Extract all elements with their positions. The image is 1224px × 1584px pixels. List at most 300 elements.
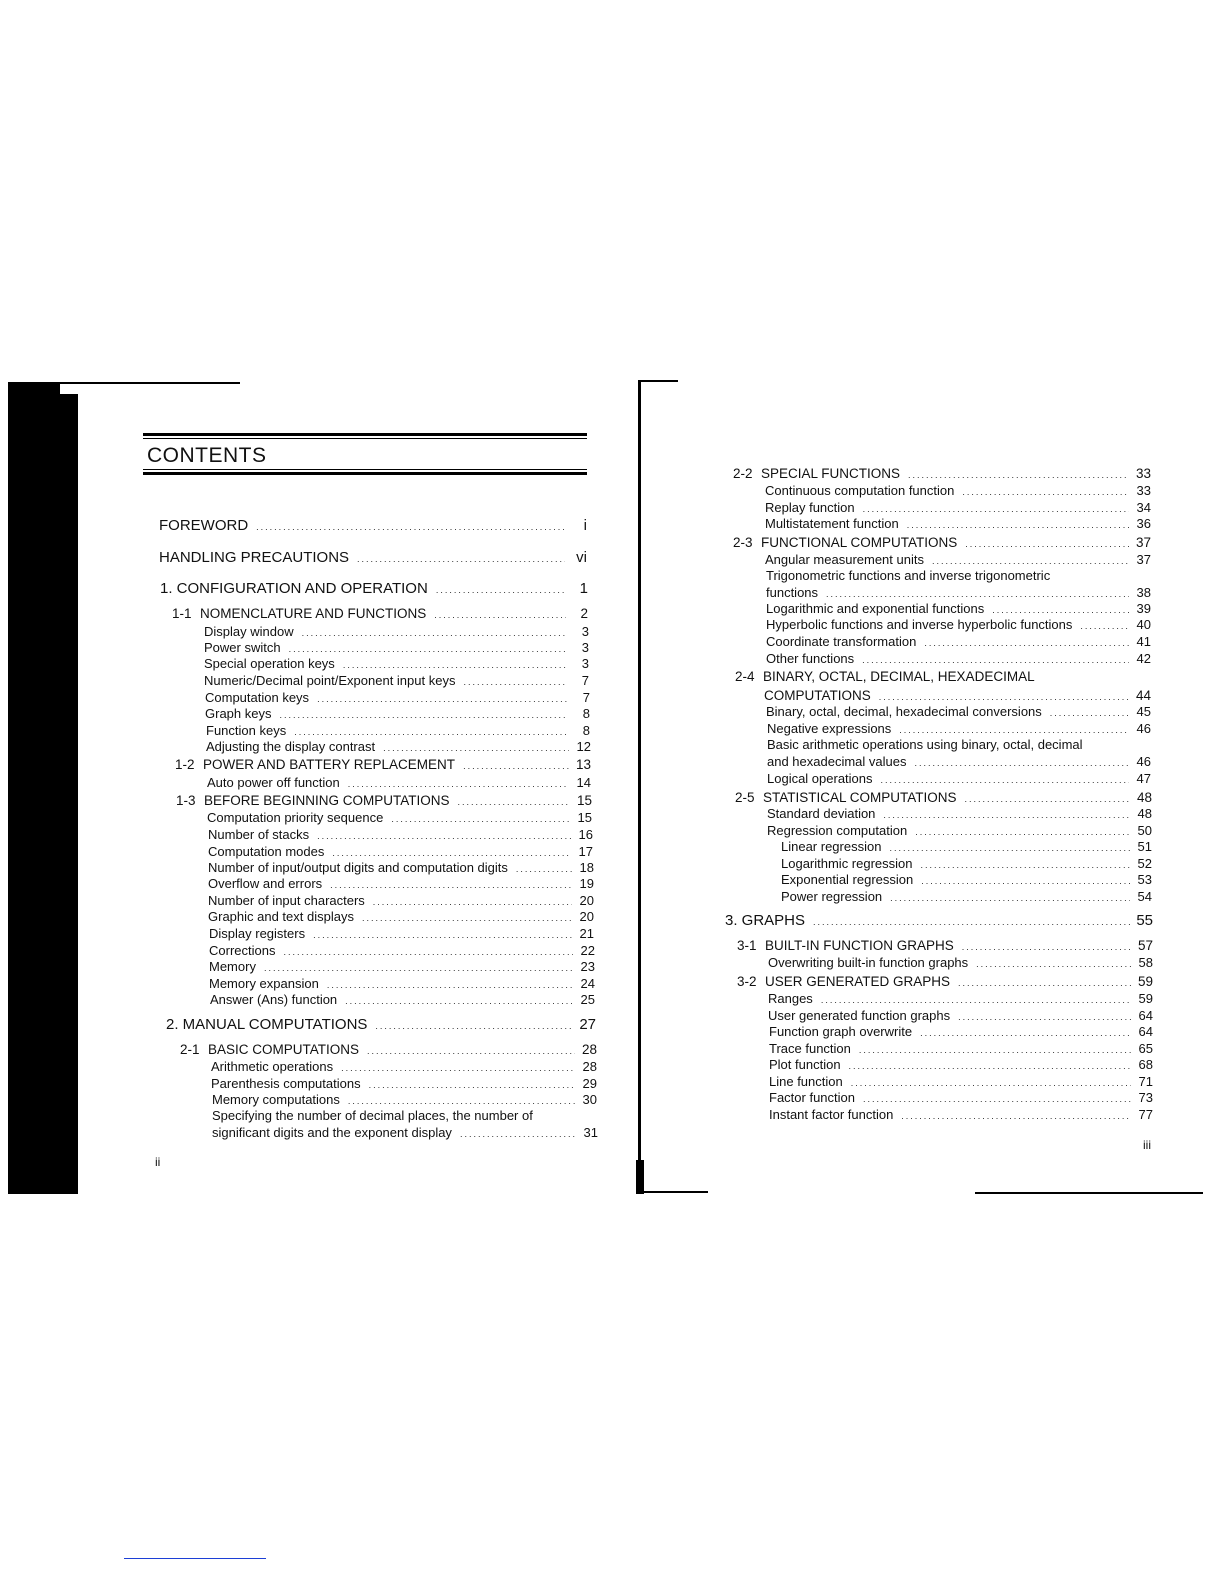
toc-entry-label: POWER AND BATTERY REPLACEMENT [203,757,456,772]
toc-entry-page: 7 [582,690,590,705]
title-rule-top-thin [143,438,587,439]
toc-entry-page: 15 [576,793,592,808]
toc-entry-label: Power switch [204,640,281,655]
toc-section-number: 1-3 [176,793,196,808]
toc-entry-page: 21 [579,926,594,941]
toc-entry-page: 8 [582,706,590,721]
toc-entry-label: Memory computations [212,1092,340,1107]
leader-dots [294,728,568,737]
leader-dots [962,943,1131,952]
toc-subentry[interactable] [209,944,595,957]
toc-entry-label: FOREWORD [159,517,249,534]
toc-entry-label: Number of stacks [208,827,310,842]
leader-dots [862,656,1129,665]
toc-entry-label: HANDLING PRECAUTIONS [159,549,350,566]
toc-subentry[interactable] [211,1060,597,1073]
toc-entry-label: Display registers [209,926,306,941]
toc-entry-page: 1 [579,580,588,597]
toc-entry-page: 51 [1137,839,1152,854]
toc-subentry[interactable] [768,992,1153,1005]
leader-dots [1080,622,1129,631]
toc-section-number: 1-2 [175,757,195,772]
toc-section[interactable] [733,467,1151,481]
toc-subentry[interactable] [205,707,590,720]
leader-dots [890,894,1130,903]
toc-subentry[interactable] [209,977,595,990]
toc-section[interactable] [735,791,1152,805]
toc-subentry[interactable] [767,755,1151,768]
toc-entry-page: 28 [582,1059,597,1074]
toc-entry-page: 7 [581,673,589,688]
page-title: CONTENTS [147,444,267,467]
toc-entry-label: Computation modes [208,844,325,859]
toc-subentry[interactable] [781,890,1152,903]
leader-dots [516,865,572,874]
toc-subentry[interactable] [208,910,594,923]
toc-entry-label: Power regression [781,889,883,904]
toc-entry-label: Replay function [765,500,855,515]
toc-entry-label: Angular measurement units [765,552,924,567]
toc-entry-page: 64 [1138,1024,1153,1039]
toc-entry-label: Number of input characters [208,893,365,908]
toc-section[interactable] [737,939,1153,953]
toc-section-number: 1-1 [172,606,192,621]
leader-dots [883,811,1130,820]
toc-entry-label: significant digits and the exponent display [212,1125,452,1140]
toc-entry-label: Computation priority sequence [207,810,384,825]
leader-dots [958,979,1131,988]
toc-entry-label: Regression computation [767,823,908,838]
toc-entry-page: 2 [580,606,588,621]
leader-dots [826,590,1129,599]
toc-subentry-line: Trigonometric functions and inverse trigonometric [766,568,1051,583]
toc-entry-page: 48 [1137,806,1152,821]
leader-dots [921,877,1130,886]
toc-entry-page: 3 [581,640,589,655]
leader-dots [332,849,571,858]
leader-dots [463,762,569,771]
toc-subentry[interactable] [769,1075,1153,1088]
toc-entry-page: 29 [582,1076,597,1091]
toc-entry-label: Continuous computation function [765,483,955,498]
toc-entry-page: 38 [1136,585,1151,600]
toc-subentry[interactable] [769,1058,1153,1071]
toc-subentry[interactable] [766,602,1151,615]
toc-entry-page: 15 [577,810,592,825]
toc-entry-label: Factor function [769,1090,855,1105]
leader-dots [813,918,1131,927]
toc-subentry[interactable] [768,1009,1153,1022]
toc-entry-page: 23 [580,959,595,974]
leader-dots [863,1095,1131,1104]
leader-dots [965,540,1129,549]
toc-entry-label: FUNCTIONAL COMPUTATIONS [761,535,958,550]
toc-entry-page: 39 [1136,601,1151,616]
toc-entry-page: 19 [579,876,594,891]
toc-entry-label: Standard deviation [767,806,876,821]
toc-subentry[interactable] [766,652,1151,665]
toc-entry-label: Negative expressions [767,721,892,736]
toc-entry-label: BASIC COMPUTATIONS [208,1042,360,1057]
toc-subentry[interactable] [765,501,1151,514]
toc-entry-page: 47 [1136,771,1151,786]
toc-section-number: 2-4 [735,669,755,684]
toc-entry-label: Logical operations [767,771,873,786]
toc-subentry[interactable] [765,553,1151,566]
toc-subentry[interactable] [208,861,594,874]
page-number-left: ii [155,1155,161,1169]
toc-subentry[interactable] [208,845,593,858]
toc-entry-page: 48 [1136,790,1152,805]
toc-entry-page: 25 [580,992,595,1007]
toc-entry-label: Graph keys [205,706,272,721]
toc-subentry[interactable] [781,873,1152,886]
leader-dots [914,759,1129,768]
toc-entry-page: 44 [1135,688,1151,703]
toc-entry-label: Auto power off function [207,775,340,790]
leader-dots [348,780,569,789]
toc-subentry-line: Basic arithmetic operations using binary, octal, decimal [767,737,1083,752]
toc-entry-label: Function keys [206,723,287,738]
toc-entry-page: 52 [1137,856,1152,871]
toc-entry-label: Logarithmic regression [781,856,913,871]
toc-subentry[interactable] [204,657,589,670]
toc-entry-page: 8 [582,723,590,738]
toc-subentry[interactable] [781,857,1152,870]
toc-entry-label: Function graph overwrite [769,1024,913,1039]
toc-entry-page: 40 [1136,617,1151,632]
toc-entry-page: 57 [1137,938,1153,953]
toc-chapter[interactable] [166,1017,596,1032]
leader-dots [327,981,573,990]
toc-subentry[interactable] [208,877,594,890]
toc-subentry[interactable] [767,824,1152,837]
toc-subentry[interactable] [765,484,1151,497]
leader-dots [348,1097,575,1106]
toc-entry-label: Computation keys [205,690,310,705]
leader-dots [341,1064,575,1073]
toc-entry-label: Numeric/Decimal point/Exponent input keys [204,673,456,688]
leader-dots [907,521,1129,530]
toc-entry-label: User generated function graphs [768,1008,951,1023]
toc-entry-label: functions [766,585,819,600]
toc-entry-label: SPECIAL FUNCTIONS [761,466,901,481]
toc-entry-page: 46 [1136,754,1151,769]
toc-entry-page: 77 [1138,1107,1153,1122]
toc-subentry[interactable] [212,1126,598,1139]
leader-dots [345,997,573,1006]
toc-entry-page: 36 [1136,516,1151,531]
leader-dots [256,523,565,532]
leader-dots [851,1079,1131,1088]
toc-entry-page: 31 [583,1125,598,1140]
toc-entry-page: 3 [581,624,589,639]
toc-entry-page: 55 [1136,912,1153,929]
toc-entry-label: Line function [769,1074,843,1089]
toc-section-number: 3-1 [737,938,757,953]
toc-entry-page: 33 [1136,483,1151,498]
toc-entry-page: 18 [579,860,594,875]
toc-entry-page: 54 [1137,889,1152,904]
toc-entry-page: 37 [1135,535,1151,550]
toc-entry-label: Memory [209,959,256,974]
toc-entry-page: 73 [1138,1090,1153,1105]
toc-subentry[interactable] [212,1093,597,1106]
leader-dots [279,711,568,720]
toc-entry-label: COMPUTATIONS [764,688,871,703]
leader-dots [908,471,1129,480]
toc-entry-page: 37 [1136,552,1151,567]
toc-entry-page: 42 [1136,651,1151,666]
leader-dots [463,678,567,687]
leader-dots [302,629,567,638]
leader-dots [962,488,1129,497]
leader-dots [460,1130,576,1139]
leader-dots [343,661,567,670]
toc-entry-page: 68 [1138,1057,1153,1072]
toc-entry-page: 22 [580,943,595,958]
toc-entry-label: BUILT-IN FUNCTION GRAPHS [765,938,954,953]
toc-entry-page: 33 [1135,466,1151,481]
toc-section-number: 3-2 [737,974,757,989]
leader-dots [1050,709,1129,718]
scan-black-edge [8,382,78,1194]
toc-entry-label: Graphic and text displays [208,909,354,924]
toc-entry[interactable] [159,518,587,533]
toc-entry-page: i [583,517,587,534]
toc-subentry[interactable] [210,993,595,1006]
toc-subentry[interactable] [767,722,1151,735]
toc-subentry[interactable] [781,840,1152,853]
toc-entry-page: 20 [579,909,594,924]
page-number-right: iii [1143,1138,1151,1152]
leader-dots [924,639,1129,648]
toc-entry-label: Corrections [209,943,276,958]
leader-dots [264,964,573,973]
toc-entry-label: Adjusting the display contrast [206,739,376,754]
toc-subentry[interactable] [767,807,1152,820]
toc-subentry-line: Specifying the number of decimal places, the number of [212,1108,533,1123]
toc-entry-page: 41 [1136,634,1151,649]
toc-subentry[interactable] [767,772,1151,785]
leader-dots [357,555,565,564]
leader-dots [920,1029,1131,1038]
toc-subentry[interactable] [206,724,590,737]
toc-entry-label: 1. CONFIGURATION AND OPERATION [160,580,428,597]
toc-subentry[interactable] [766,705,1151,718]
toc-entry-page: vi [576,549,587,566]
toc-entry-page: 13 [575,757,591,772]
toc-entry-page: 59 [1138,991,1153,1006]
book-spine [638,380,641,1192]
leader-dots [889,844,1130,853]
toc-entry-label: Display window [204,624,294,639]
toc-entry-label: Instant factor function [769,1107,894,1122]
toc-entry-page: 34 [1136,500,1151,515]
toc-subentry[interactable] [769,1091,1153,1104]
toc-entry-page: 24 [580,976,595,991]
toc-entry-label: Number of input/output digits and computation digits [208,860,508,875]
spine-top-line [638,380,678,382]
toc-section[interactable] [735,670,1035,684]
leader-dots [330,881,572,890]
leader-dots [375,1022,574,1031]
toc-section-continued[interactable] [764,689,1151,703]
bottom-underline [124,1558,266,1559]
leader-dots [992,606,1129,615]
toc-subentry[interactable] [204,625,589,638]
leader-dots [373,898,572,907]
toc-entry-label: Ranges [768,991,813,1006]
toc-subentry[interactable] [766,618,1151,631]
leader-dots [958,1013,1131,1022]
toc-subentry[interactable] [769,1042,1153,1055]
leader-dots [369,1081,575,1090]
toc-entry-page: 14 [576,775,591,790]
spine-blot [636,1160,644,1194]
toc-entry-page: 46 [1136,721,1151,736]
page-bottom-edge [975,1192,1203,1194]
leader-dots [863,505,1129,514]
leader-dots [383,744,569,753]
toc-subentry[interactable] [206,740,591,753]
toc-subentry[interactable] [205,691,590,704]
toc-subentry[interactable] [209,927,594,940]
leader-dots [362,914,572,923]
toc-entry-label: Special operation keys [204,656,335,671]
toc-entry-page: 71 [1138,1074,1153,1089]
toc-entry-label: USER GENERATED GRAPHS [765,974,951,989]
toc-entry-page: 50 [1137,823,1152,838]
toc-entry-page: 53 [1137,872,1152,887]
toc-entry-label: Overwriting built-in function graphs [768,955,969,970]
toc-entry-page: 20 [579,893,594,908]
toc-section[interactable] [737,975,1153,989]
leader-dots [899,726,1129,735]
toc-entry-label: 3. GRAPHS [725,912,806,929]
toc-entry-page: 30 [582,1092,597,1107]
toc-entry-label: Multistatement function [765,516,899,531]
spine-bottom-line [638,1191,708,1193]
toc-entry-page: 17 [578,844,593,859]
toc-section-number: 2-1 [180,1042,200,1057]
toc-entry-label: BINARY, OCTAL, DECIMAL, HEXADECIMAL [763,669,1035,684]
toc-subentry[interactable] [766,586,1151,599]
toc-section-number: 2-2 [733,466,753,481]
toc-entry-page: 28 [581,1042,597,1057]
toc-subentry[interactable] [211,1077,597,1090]
toc-subentry[interactable] [766,635,1151,648]
leader-dots [391,815,570,824]
toc-entry-page: 27 [579,1016,596,1033]
leader-dots [313,931,572,940]
toc-entry-label: Logarithmic and exponential functions [766,601,985,616]
toc-entry-page: 64 [1138,1008,1153,1023]
toc-subentry[interactable] [209,960,595,973]
title-rule-bottom-thin [143,469,587,470]
leader-dots [434,611,566,620]
toc-section[interactable] [176,794,592,808]
leader-dots [458,798,570,807]
toc-entry-label: 2. MANUAL COMPUTATIONS [166,1016,368,1033]
leader-dots [921,861,1130,870]
toc-entry-page: 16 [578,827,593,842]
leader-dots [901,1112,1131,1121]
leader-dots [283,948,573,957]
leader-dots [965,795,1130,804]
toc-entry-label: Other functions [766,651,855,666]
toc-subentry[interactable] [208,894,594,907]
toc-subentry[interactable] [768,956,1153,969]
leader-dots [976,960,1131,969]
title-rule-top [143,433,587,436]
leader-dots [932,557,1129,566]
toc-section[interactable] [180,1043,597,1057]
toc-entry-page: 3 [581,656,589,671]
leader-dots [317,695,568,704]
scan-edge-notch [60,384,90,394]
leader-dots [881,776,1129,785]
toc-entry-label: Answer (Ans) function [210,992,338,1007]
toc-entry-page: 12 [576,739,591,754]
leader-dots [289,645,567,654]
toc-entry-label: Coordinate transformation [766,634,917,649]
toc-subentry[interactable] [207,776,591,789]
toc-subentry[interactable] [769,1025,1153,1038]
leader-dots [859,1046,1131,1055]
toc-entry-label: Binary, octal, decimal, hexadecimal conversions [766,704,1042,719]
toc-entry-label: Linear regression [781,839,882,854]
leader-dots [915,828,1130,837]
leader-dots [849,1062,1131,1071]
toc-section[interactable] [172,607,588,621]
toc-entry-label: and hexadecimal values [767,754,907,769]
leader-dots [317,832,571,841]
toc-entry-label: STATISTICAL COMPUTATIONS [763,790,957,805]
toc-subentry[interactable] [208,828,593,841]
toc-entry-label: Arithmetic operations [211,1059,334,1074]
toc-entry-label: Exponential regression [781,872,914,887]
toc-entry[interactable] [159,550,587,565]
leader-dots [879,693,1129,702]
toc-entry-label: Trace function [769,1041,851,1056]
toc-subentry[interactable] [204,674,589,687]
leader-dots [367,1047,575,1056]
toc-entry-label: Parenthesis computations [211,1076,361,1091]
title-rule-bottom [143,472,587,475]
toc-entry-page: 58 [1138,955,1153,970]
toc-entry-label: Hyperbolic functions and inverse hyperbolic functions [766,617,1073,632]
toc-section[interactable] [733,536,1151,550]
toc-entry-label: Overflow and errors [208,876,323,891]
toc-entry-label: Memory expansion [209,976,319,991]
toc-entry-page: 45 [1136,704,1151,719]
toc-entry-label: Plot function [769,1057,841,1072]
toc-subentry[interactable] [204,641,589,654]
toc-entry-label: BEFORE BEGINNING COMPUTATIONS [204,793,450,808]
toc-entry-label: NOMENCLATURE AND FUNCTIONS [200,606,427,621]
toc-entry-page: 65 [1138,1041,1153,1056]
toc-subentry[interactable] [207,811,592,824]
toc-subentry[interactable] [769,1108,1153,1121]
toc-subentry[interactable] [765,517,1151,530]
toc-section-number: 2-5 [735,790,755,805]
toc-section-number: 2-3 [733,535,753,550]
toc-chapter[interactable] [160,581,588,596]
toc-section[interactable] [175,758,591,772]
leader-dots [821,996,1131,1005]
toc-chapter[interactable] [725,913,1153,928]
